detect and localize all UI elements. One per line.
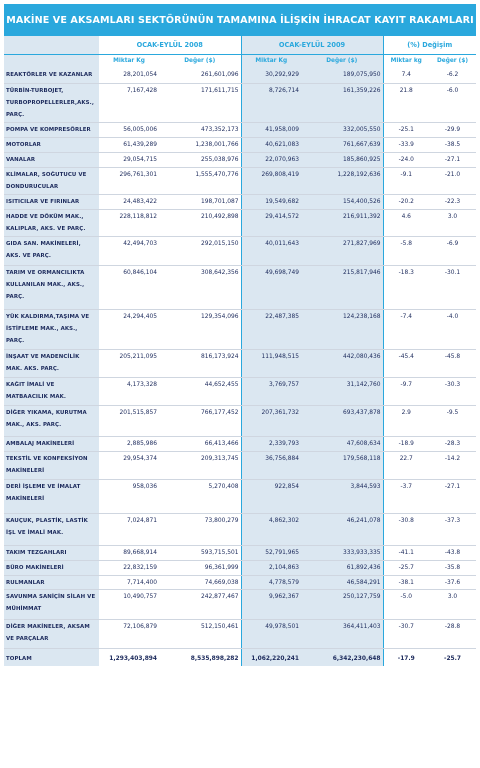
- row-sector-name: BÜRO MAKİNELERİ: [4, 560, 99, 575]
- row-qty-2008: 22,832,159: [99, 560, 159, 575]
- row-value-change: -4.0: [429, 309, 476, 349]
- row-value-2009: 693,437,878: [301, 405, 383, 436]
- total-row: [4, 648, 476, 666]
- row-sector-name: ISITICILAR VE FIRINLAR: [4, 194, 99, 209]
- row-value-2008: 1,238,001,766: [159, 137, 241, 152]
- table-row: [4, 167, 476, 194]
- row-qty-2008: 42,494,703: [99, 236, 159, 265]
- row-value-change: -22.3: [429, 194, 476, 209]
- subheader-value-2009: Değer ($): [301, 54, 383, 68]
- row-qty-2008: 7,714,400: [99, 575, 159, 589]
- row-value-change: -14.2: [429, 451, 476, 479]
- row-sector-name: MOTORLAR: [4, 137, 99, 152]
- row-sector-name: POMPA VE KOMPRESÖRLER: [4, 122, 99, 137]
- row-sector-name: KAUÇUK, PLASTİK, LASTİK İŞL VE İMALİ MAK.: [4, 513, 99, 545]
- table-row: [4, 68, 476, 83]
- row-value-change: -30.3: [429, 377, 476, 405]
- row-qty-2008: 29,054,715: [99, 152, 159, 167]
- row-qty-change: -5.0: [383, 589, 429, 619]
- row-value-2009: 61,892,436: [301, 560, 383, 575]
- row-value-2008: 512,150,461: [159, 619, 241, 648]
- row-qty-change: -30.8: [383, 513, 429, 545]
- row-qty-change: -3.7: [383, 479, 429, 513]
- row-qty-change: -25.1: [383, 122, 429, 137]
- table-row: [4, 122, 476, 137]
- row-value-change: -28.3: [429, 436, 476, 451]
- row-qty-2009: 49,698,749: [241, 265, 301, 309]
- row-value-2008: 261,601,096: [159, 68, 241, 83]
- row-sector-name: İNŞAAT VE MADENCİLİK MAK. AKS. PARÇ.: [4, 349, 99, 377]
- row-value-2008: 1,555,470,776: [159, 167, 241, 194]
- row-qty-2008: 2,885,986: [99, 436, 159, 451]
- table-row: [4, 575, 476, 589]
- table-row: [4, 209, 476, 236]
- row-value-2008: 171,611,715: [159, 83, 241, 122]
- subheader-qty-change: Miktar kg: [383, 54, 429, 68]
- row-value-2009: 124,238,168: [301, 309, 383, 349]
- row-value-2009: 46,584,291: [301, 575, 383, 589]
- table-row: [4, 377, 476, 405]
- row-value-change: -28.8: [429, 619, 476, 648]
- row-qty-2009: 30,292,929: [241, 68, 301, 83]
- row-sector-name: KLİMALAR, SOĞUTUCU VE DONDURUCULAR: [4, 167, 99, 194]
- row-qty-2009: 3,769,757: [241, 377, 301, 405]
- row-value-2009: 761,667,639: [301, 137, 383, 152]
- table-row: [4, 152, 476, 167]
- row-value-2009: 179,568,118: [301, 451, 383, 479]
- row-qty-2009: 36,756,884: [241, 451, 301, 479]
- row-value-2009: 333,933,335: [301, 545, 383, 560]
- table-row: [4, 265, 476, 309]
- row-sector-name: DİĞER MAKİNELER, AKSAM VE PARÇALAR: [4, 619, 99, 648]
- table-row: [4, 309, 476, 349]
- row-value-change: -9.5: [429, 405, 476, 436]
- table-body: [4, 68, 476, 666]
- row-sector-name: GIDA SAN. MAKİNELERİ, AKS. VE PARÇ.: [4, 236, 99, 265]
- row-sector-name: TAKIM TEZGAHLARI: [4, 545, 99, 560]
- group-header-2008: OCAK-EYLÜL 2008: [99, 36, 241, 54]
- corner-cell: [4, 36, 99, 54]
- row-value-2009: 185,860,925: [301, 152, 383, 167]
- row-qty-change: 7.4: [383, 68, 429, 83]
- row-qty-2008: 61,439,289: [99, 137, 159, 152]
- row-qty-2008: 28,201,054: [99, 68, 159, 83]
- export-figures-table: [4, 36, 476, 666]
- row-value-2009: 215,817,946: [301, 265, 383, 309]
- row-qty-2009: 41,958,009: [241, 122, 301, 137]
- row-sector-name: TOPLAM: [4, 648, 99, 666]
- row-qty-change: -20.2: [383, 194, 429, 209]
- corner-cell-2: [4, 54, 99, 68]
- row-qty-2008: 10,490,757: [99, 589, 159, 619]
- table-row: [4, 560, 476, 575]
- row-qty-change: -41.1: [383, 545, 429, 560]
- row-value-2009: 47,608,634: [301, 436, 383, 451]
- row-qty-change: -45.4: [383, 349, 429, 377]
- row-value-2009: 1,228,192,636: [301, 167, 383, 194]
- row-qty-change: -18.9: [383, 436, 429, 451]
- row-sector-name: TÜRBİN-TURBOJET, TURBOPROPELLERLER,AKS., PARÇ.: [4, 83, 99, 122]
- row-value-change: -37.3: [429, 513, 476, 545]
- subheader-value-2008: Değer ($): [184, 58, 216, 65]
- row-qty-2009: 207,361,732: [241, 405, 301, 436]
- row-value-change: -45.8: [429, 349, 476, 377]
- row-sector-name: REAKTÖRLER VE KAZANLAR: [4, 68, 99, 83]
- row-qty-2008: 72,106,879: [99, 619, 159, 648]
- row-qty-2009: 111,948,515: [241, 349, 301, 377]
- row-value-2008: 66,413,466: [159, 436, 241, 451]
- row-qty-2009: 922,854: [241, 479, 301, 513]
- row-qty-2009: 9,962,367: [241, 589, 301, 619]
- row-qty-2008: 29,954,374: [99, 451, 159, 479]
- row-qty-2009: 49,978,501: [241, 619, 301, 648]
- row-qty-2008: 56,005,006: [99, 122, 159, 137]
- row-qty-2008: 296,761,301: [99, 167, 159, 194]
- row-value-2009: 31,142,760: [301, 377, 383, 405]
- row-sector-name: SAVUNMA SANİÇİN SİLAH VE MÜHİMMAT: [4, 589, 99, 619]
- row-qty-2009: 52,791,965: [241, 545, 301, 560]
- row-value-change: -43.8: [429, 545, 476, 560]
- table-row: [4, 451, 476, 479]
- row-qty-2008: 4,173,328: [99, 377, 159, 405]
- row-value-2008: 593,715,501: [159, 545, 241, 560]
- row-value-change: -6.0: [429, 83, 476, 122]
- row-value-2009: 154,400,526: [301, 194, 383, 209]
- row-qty-change: 22.7: [383, 451, 429, 479]
- row-value-2008: 816,173,924: [159, 349, 241, 377]
- row-value-2009: 271,827,969: [301, 236, 383, 265]
- row-qty-change: -30.7: [383, 619, 429, 648]
- row-qty-change: -38.1: [383, 575, 429, 589]
- table-row: [4, 405, 476, 436]
- row-qty-2008: 89,668,914: [99, 545, 159, 560]
- row-sector-name: TARIM VE ORMANCILIKTA KULLANILAN MAK., AKS., PARÇ.: [4, 265, 99, 309]
- subheader-value-change: Değer ($): [436, 58, 469, 65]
- row-qty-2009: 2,104,863: [241, 560, 301, 575]
- row-value-change: -35.8: [429, 560, 476, 575]
- row-sector-name: YÜK KALDIRMA,TAŞIMA VE İSTİFLEME MAK., AKS., PARÇ.: [4, 309, 99, 349]
- row-qty-2009: 22,487,385: [241, 309, 301, 349]
- row-value-2008: 129,354,096: [159, 309, 241, 349]
- row-value-change: -27.1: [429, 479, 476, 513]
- row-qty-2009: 29,414,572: [241, 209, 301, 236]
- row-qty-2008: 60,846,104: [99, 265, 159, 309]
- row-qty-change: -7.4: [383, 309, 429, 349]
- row-qty-2009: 1,062,220,241: [241, 648, 301, 666]
- subheader-qty-2008: Miktar Kg: [113, 58, 145, 65]
- row-value-2008: 8,535,898,282: [159, 648, 241, 666]
- row-sector-name: HADDE VE DÖKÜM MAK., KALIPLAR, AKS. VE PARÇ.: [4, 209, 99, 236]
- row-value-2009: 364,411,403: [301, 619, 383, 648]
- row-value-2008: 473,352,173: [159, 122, 241, 137]
- row-value-2008: 74,669,038: [159, 575, 241, 589]
- row-value-2008: 255,038,976: [159, 152, 241, 167]
- row-qty-change: -25.7: [383, 560, 429, 575]
- subheader-qty-2009: Miktar Kg: [241, 54, 301, 68]
- row-qty-change: 2.9: [383, 405, 429, 436]
- row-qty-2009: 19,549,682: [241, 194, 301, 209]
- row-qty-2008: 7,167,428: [99, 83, 159, 122]
- row-qty-change: -5.8: [383, 236, 429, 265]
- row-value-2009: 46,241,078: [301, 513, 383, 545]
- row-value-2009: 332,005,550: [301, 122, 383, 137]
- table-row: [4, 349, 476, 377]
- row-value-change: 3.0: [429, 209, 476, 236]
- row-value-2009: 216,911,392: [301, 209, 383, 236]
- table-row: [4, 589, 476, 619]
- row-qty-2008: 24,294,405: [99, 309, 159, 349]
- row-value-change: -37.6: [429, 575, 476, 589]
- row-value-change: -30.1: [429, 265, 476, 309]
- row-qty-change: -18.3: [383, 265, 429, 309]
- table-row: [4, 436, 476, 451]
- row-qty-change: -24.0: [383, 152, 429, 167]
- row-value-2009: 6,342,230,648: [301, 648, 383, 666]
- row-value-2008: 308,642,356: [159, 265, 241, 309]
- row-value-change: 3.0: [429, 589, 476, 619]
- table-row: [4, 194, 476, 209]
- row-sector-name: AMBALAJ MAKİNELERİ: [4, 436, 99, 451]
- row-value-2008: 242,877,467: [159, 589, 241, 619]
- row-sector-name: KAĞIT İMALİ VE MATBAACILIK MAK.: [4, 377, 99, 405]
- table-row: [4, 83, 476, 122]
- row-qty-2008: 201,515,857: [99, 405, 159, 436]
- row-value-2009: 189,075,950: [301, 68, 383, 83]
- row-qty-2008: 24,483,422: [99, 194, 159, 209]
- row-value-2008: 210,492,898: [159, 209, 241, 236]
- row-qty-2008: 205,211,095: [99, 349, 159, 377]
- row-qty-change: 21.8: [383, 83, 429, 122]
- row-sector-name: VANALAR: [4, 152, 99, 167]
- row-value-2008: 209,313,745: [159, 451, 241, 479]
- row-sector-name: DERİ İŞLEME VE İMALAT MAKİNELERİ: [4, 479, 99, 513]
- row-value-change: -29.9: [429, 122, 476, 137]
- row-value-change: -38.5: [429, 137, 476, 152]
- row-value-change: -21.0: [429, 167, 476, 194]
- row-qty-change: -9.1: [383, 167, 429, 194]
- row-qty-2009: 269,808,419: [241, 167, 301, 194]
- row-value-2008: 96,361,999: [159, 560, 241, 575]
- row-qty-2008: 1,293,403,894: [99, 648, 159, 666]
- row-sector-name: TEKSTİL VE KONFEKSİYON MAKİNELERİ: [4, 451, 99, 479]
- group-header-2009: OCAK-EYLÜL 2009: [241, 36, 383, 54]
- row-sector-name: DİĞER YIKAMA, KURUTMA MAK., AKS. PARÇ.: [4, 405, 99, 436]
- row-qty-2009: 22,070,963: [241, 152, 301, 167]
- table-row: [4, 513, 476, 545]
- row-value-2008: 73,800,279: [159, 513, 241, 545]
- row-value-2009: 442,080,436: [301, 349, 383, 377]
- row-value-2008: 292,015,150: [159, 236, 241, 265]
- table-row: [4, 236, 476, 265]
- row-qty-2008: 7,024,871: [99, 513, 159, 545]
- row-qty-2009: 40,621,083: [241, 137, 301, 152]
- table-title: MAKİNE VE AKSAMLARI SEKTÖRÜNÜN TAMAMINA İLİŞKİN İHRACAT KAYIT RAKAMLARI: [4, 4, 476, 36]
- row-qty-2009: 40,011,643: [241, 236, 301, 265]
- row-value-change: -27.1: [429, 152, 476, 167]
- row-qty-2009: 4,862,302: [241, 513, 301, 545]
- row-qty-2008: 228,118,812: [99, 209, 159, 236]
- row-value-2008: 44,652,455: [159, 377, 241, 405]
- row-qty-2009: 4,778,579: [241, 575, 301, 589]
- group-header-change: (%) Değişim: [383, 36, 476, 54]
- row-value-2009: 161,359,226: [301, 83, 383, 122]
- row-qty-change: -9.7: [383, 377, 429, 405]
- row-qty-change: -33.9: [383, 137, 429, 152]
- table-row: [4, 137, 476, 152]
- row-qty-2009: 2,339,793: [241, 436, 301, 451]
- row-sector-name: RULMANLAR: [4, 575, 99, 589]
- row-value-change: -25.7: [429, 648, 476, 666]
- row-value-2008: 198,701,087: [159, 194, 241, 209]
- row-value-change: -6.2: [429, 68, 476, 83]
- row-qty-change: 4.6: [383, 209, 429, 236]
- row-value-2008: 5,270,408: [159, 479, 241, 513]
- row-qty-2008: 958,036: [99, 479, 159, 513]
- row-value-2009: 250,127,759: [301, 589, 383, 619]
- row-value-change: -6.9: [429, 236, 476, 265]
- table-row: [4, 619, 476, 648]
- row-qty-2009: 8,726,714: [241, 83, 301, 122]
- table-row: [4, 479, 476, 513]
- table-row: [4, 545, 476, 560]
- row-value-2009: 3,844,593: [301, 479, 383, 513]
- row-qty-change: -17.9: [383, 648, 429, 666]
- row-value-2008: 766,177,452: [159, 405, 241, 436]
